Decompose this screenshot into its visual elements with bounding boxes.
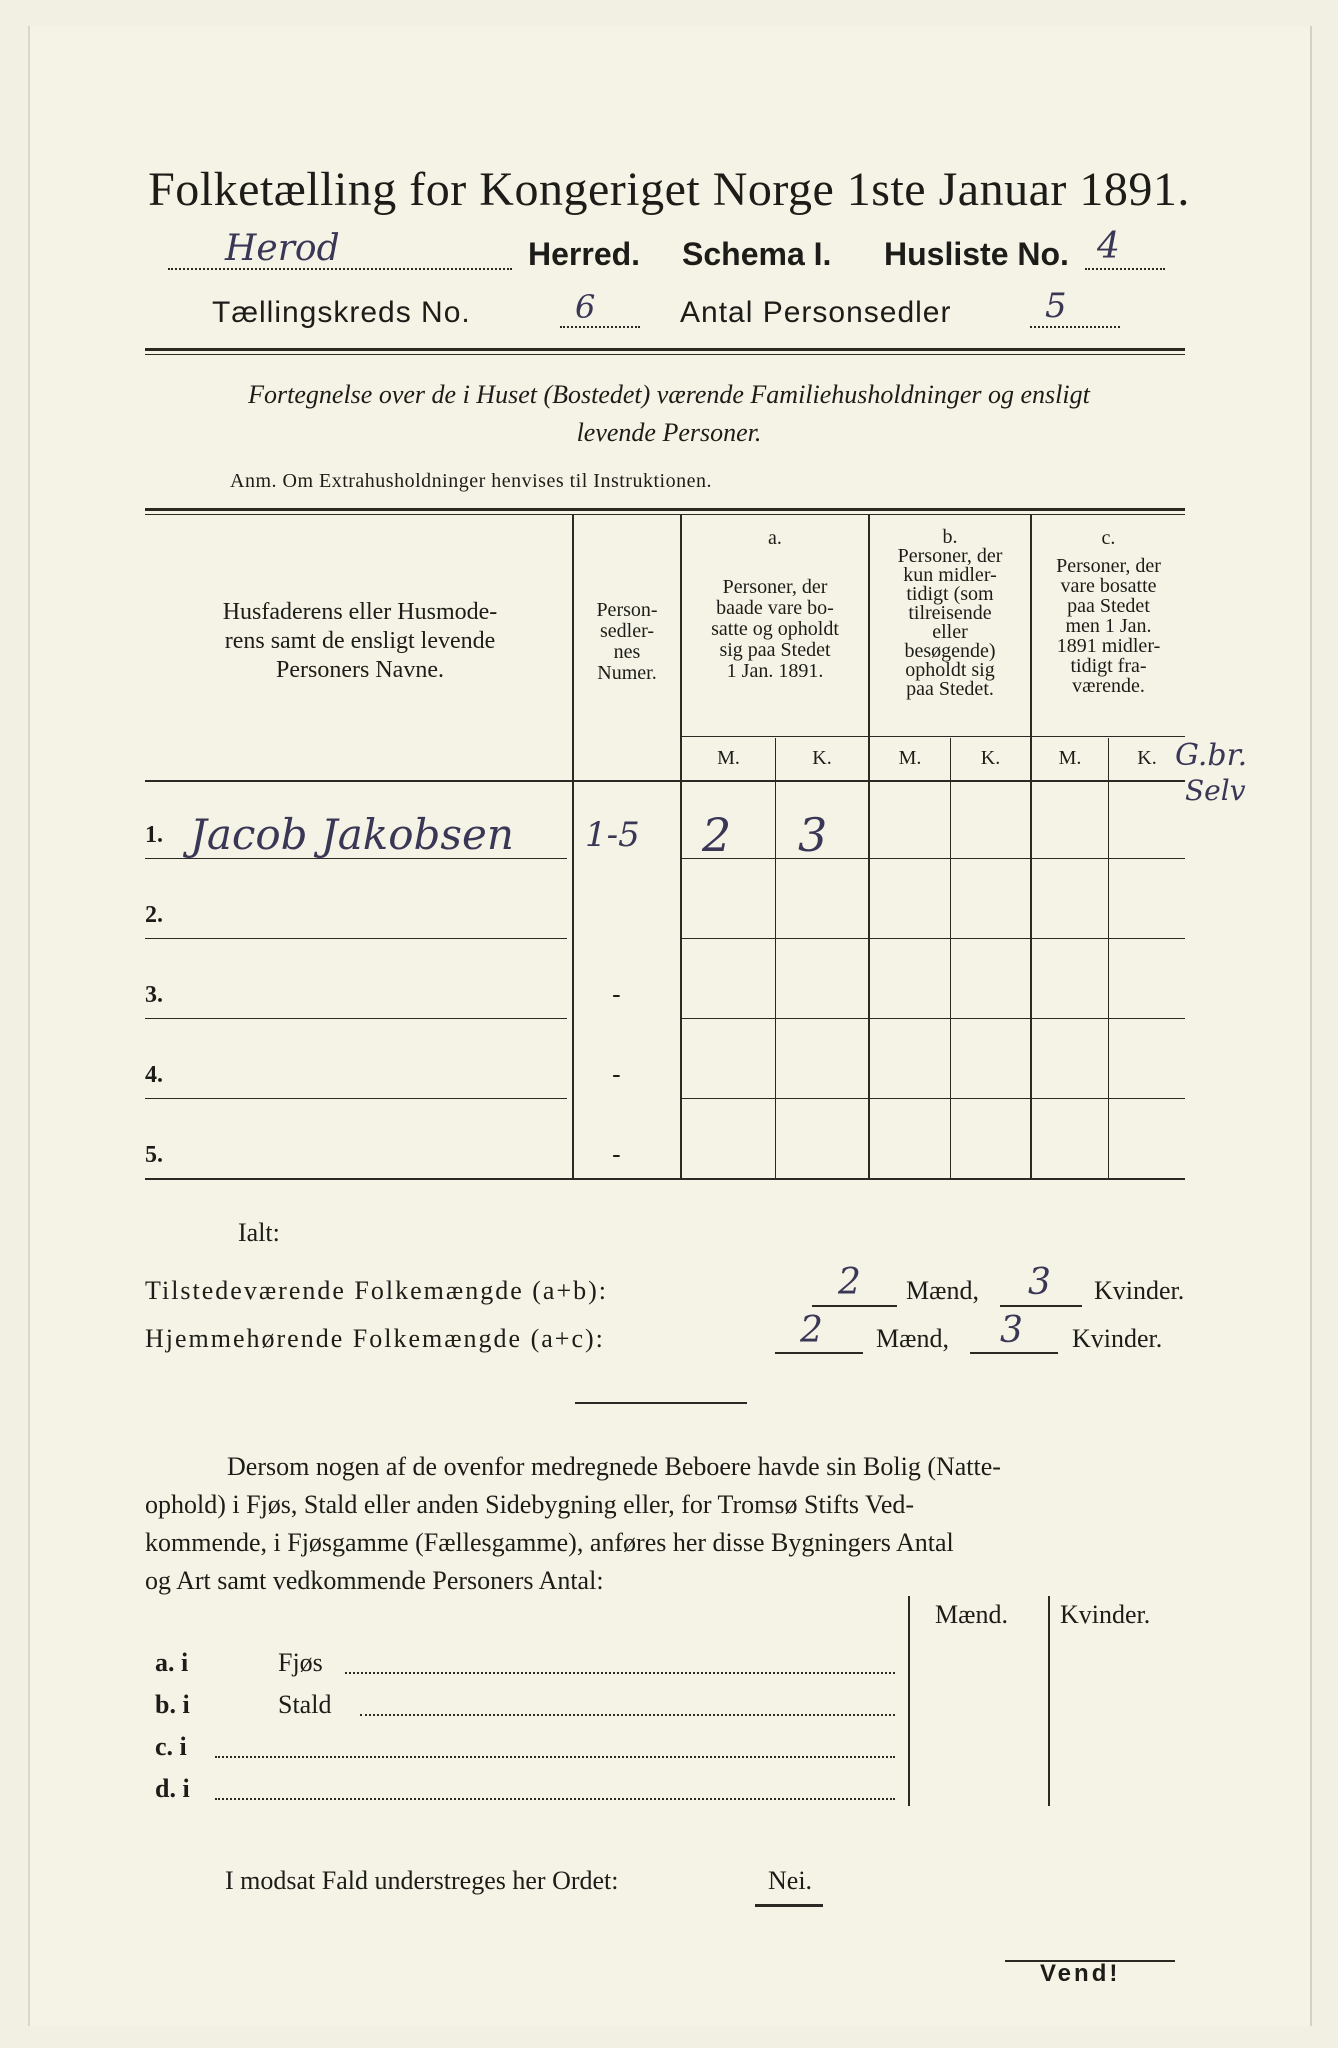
buildings-col-divider-2 [1048, 1596, 1050, 1806]
col-header-number-line4: Numer. [597, 662, 657, 684]
row-1-sedler: 1-5 [585, 815, 640, 855]
col-header-number [574, 600, 680, 684]
col-divider-c-mk [1108, 738, 1109, 1178]
antal-field-line [1030, 326, 1120, 328]
col-header-c-line3: paa Stedet [1067, 595, 1150, 617]
total-resident-kvinder: Kvinder. [1072, 1324, 1163, 1353]
row-rule-2-data [682, 938, 1185, 939]
total-resident-women: 3 [1000, 1310, 1023, 1351]
col-header-b-letter: b. [942, 526, 958, 548]
antal-label: Antal Personsedler [680, 296, 952, 329]
building-row-b-line [360, 1714, 895, 1716]
husliste-value: 4 [1097, 226, 1120, 267]
nei-underline [755, 1904, 823, 1907]
kreds-field-line [560, 326, 640, 328]
col-b-k-label: K. [980, 747, 1001, 769]
col-header-a [682, 528, 868, 682]
col-header-b-line4: tilreisende [908, 602, 992, 624]
total-resident-men: 2 [800, 1310, 823, 1351]
col-header-b-line6: besøgende) [904, 640, 996, 662]
col-b-m-label: M. [898, 747, 922, 769]
table-header-bottom-rule [145, 780, 1185, 782]
row-rule-3-name [145, 1018, 567, 1019]
building-row-a-line [345, 1672, 895, 1674]
antal-value: 5 [1045, 286, 1067, 326]
total-resident-women-line [970, 1352, 1058, 1354]
buildings-kvinder-header: Kvinder. [1060, 1600, 1151, 1629]
row-1-name: Jacob Jakobsen [190, 810, 514, 859]
col-header-a-line5: 1 Jan. 1891. [726, 660, 824, 682]
row-3-sedler: - [612, 980, 621, 1010]
table-bottom-rule [145, 1178, 1185, 1180]
building-row-d-line [215, 1798, 895, 1800]
col-header-c-line4: men 1 Jan. [1065, 615, 1152, 637]
total-present-kvinder: Kvinder. [1094, 1276, 1185, 1305]
col-header-name-line1: Husfaderens eller Husmode- [222, 599, 498, 625]
total-present-men: 2 [838, 1262, 861, 1303]
buildings-col-divider-1 [908, 1596, 910, 1806]
col-c-m-label: M. [1058, 747, 1082, 769]
building-row-a-letter: a. i [155, 1648, 189, 1677]
col-header-b-line3: tidigt (som [906, 583, 994, 605]
total-present-men-line [812, 1305, 897, 1307]
row-4-number: 4. [145, 1062, 163, 1088]
row-1-a-k: 3 [798, 808, 828, 862]
row-rule-3-data [682, 1018, 1185, 1019]
col-header-number-line1: Person- [596, 599, 658, 621]
building-row-b-label: Stald [278, 1690, 332, 1719]
vend-label: Vend! [1040, 1960, 1121, 1987]
table-top-rule [145, 508, 1185, 511]
col-header-name [150, 598, 570, 685]
kreds-label: Tællingskreds No. [212, 296, 471, 329]
building-row-d-letter: d. i [155, 1774, 190, 1803]
row-rule-4-data [682, 1098, 1185, 1099]
col-header-a-line3: satte og opholdt [711, 618, 839, 640]
col-header-b-line2: kun midler- [903, 564, 997, 586]
col-header-a-line1: Personer, der [722, 576, 828, 598]
col-header-b-line8: paa Stedet. [906, 678, 994, 700]
row-3-number: 3. [145, 982, 163, 1008]
footer-word-nei: Nei. [768, 1866, 813, 1895]
total-present-maend: Mænd, [906, 1276, 979, 1305]
col-header-b-line1: Personer, der [897, 545, 1003, 567]
row-4-sedler: - [612, 1060, 621, 1090]
section-divider [575, 1402, 747, 1404]
total-resident-maend: Mænd, [876, 1324, 949, 1353]
buildings-paragraph-line3: kommende, i Fjøsgamme (Fællesgamme), anføres her disse Bygningers Antal [145, 1528, 954, 1557]
total-present-women-line [1000, 1305, 1082, 1307]
husliste-label: Husliste No. [884, 236, 1069, 272]
row-2-number: 2. [145, 902, 163, 928]
col-header-name-line3: Personers Navne. [276, 657, 444, 683]
margin-note-2: Selv [1185, 774, 1246, 807]
buildings-paragraph-line1: Dersom nogen af de ovenfor medregnede Beboere havde sin Bolig (Natte- [227, 1452, 1001, 1481]
row-1-a-m: 2 [702, 808, 732, 862]
col-header-a-letter: a. [768, 527, 782, 549]
page-title: Folketælling for Kongeriget Norge 1ste Januar 1891. [148, 163, 1190, 216]
header-rule-bottom [145, 354, 1185, 355]
row-5-sedler: - [612, 1140, 621, 1170]
total-present-women: 3 [1028, 1262, 1051, 1303]
herred-value: Herod [225, 228, 340, 269]
col-c-k-label: K. [1137, 747, 1157, 769]
row-1-number: 1. [145, 822, 163, 848]
buildings-paragraph-line4: og Art samt vedkommende Personers Antal: [145, 1566, 604, 1595]
herred-field-line [168, 268, 512, 270]
schema-label: Schema I. [682, 236, 832, 272]
col-header-a-line4: sig paa Stedet [719, 639, 831, 661]
herred-label: Herred. [528, 236, 641, 272]
col-header-c-line6: tidigt fra- [1070, 655, 1147, 677]
col-header-c-letter: c. [1101, 527, 1116, 549]
col-header-c [1032, 528, 1185, 696]
buildings-paragraph-line2: ophold) i Fjøs, Stald eller anden Sidebygning eller, for Tromsø Stifts Ved- [145, 1490, 915, 1519]
col-header-b-line5: eller [932, 621, 968, 643]
col-header-c-line1: Personer, der [1056, 555, 1161, 577]
col-header-name-line2: rens samt de ensligt levende [224, 628, 496, 654]
table-top-rule-thin [145, 514, 1185, 515]
buildings-maend-header: Mænd. [935, 1600, 1008, 1629]
row-rule-4-name [145, 1098, 567, 1099]
row-rule-2-name [145, 938, 567, 939]
footer-text: I modsat Fald understreges her Ordet: [225, 1866, 619, 1895]
ialt-label: Ialt: [238, 1218, 280, 1247]
col-header-a-line2: baade vare bo- [716, 597, 834, 619]
building-row-a-label: Fjøs [278, 1648, 323, 1677]
col-header-number-line2: sedler- [599, 620, 654, 642]
buildings-paragraph [145, 1448, 1185, 1600]
building-row-b-letter: b. i [155, 1690, 190, 1719]
col-header-b-line7: opholdt sig [905, 659, 995, 681]
anm-note: Anm. Om Extrahusholdninger henvises til Instruktionen. [230, 470, 712, 492]
husliste-field-line [1085, 268, 1165, 270]
col-header-c-line7: værende. [1072, 675, 1145, 697]
col-header-b [870, 528, 1030, 699]
mk-header-rule [682, 736, 1185, 737]
kreds-value: 6 [575, 288, 596, 326]
col-divider-a-mk [775, 738, 776, 1178]
col-header-number-line3: nes [613, 641, 641, 663]
col-header-c-line5: 1891 midler- [1056, 635, 1161, 657]
intro-line-2: levende Personer. [576, 418, 762, 447]
col-a-m-label: M. [717, 747, 740, 769]
total-resident-men-line [775, 1352, 863, 1354]
margin-note-1: G.br. [1175, 738, 1248, 773]
col-a-k-label: K. [812, 747, 832, 769]
col-header-c-line2: vare bosatte [1060, 575, 1157, 597]
total-resident-label: Hjemmehørende Folkemængde (a+c): [145, 1324, 605, 1353]
header-rule-top [145, 348, 1185, 351]
building-row-c-letter: c. i [155, 1732, 187, 1761]
building-row-c-line [215, 1756, 895, 1758]
row-rule-1-data [682, 858, 1185, 859]
total-present-label: Tilstedeværende Folkemængde (a+b): [145, 1276, 608, 1305]
row-5-number: 5. [145, 1142, 163, 1168]
intro-line-1: Fortegnelse over de i Huset (Bostedet) værende Familiehusholdninger og ensligt [248, 380, 1090, 409]
col-divider-b-mk [950, 738, 951, 1178]
